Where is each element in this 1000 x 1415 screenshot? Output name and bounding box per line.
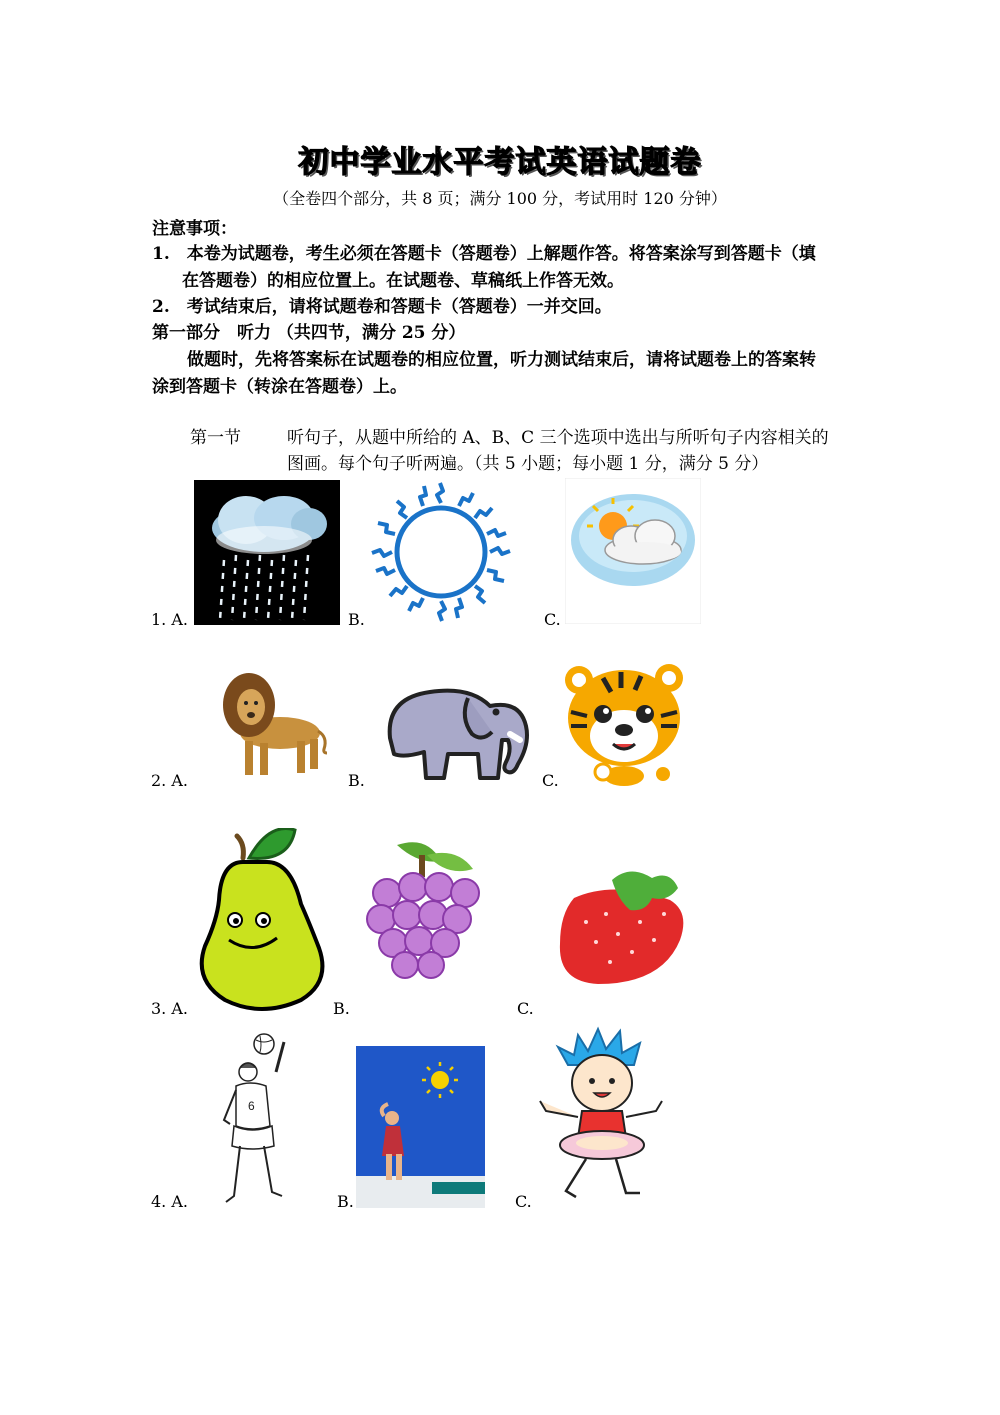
q2-option-b-label: B. xyxy=(348,771,365,790)
strawberry-picture xyxy=(556,868,690,986)
q1-option-b-label: B. xyxy=(348,610,365,629)
child-with-swim-ring-picture xyxy=(532,1025,670,1209)
q3-option-c-label: C. xyxy=(517,999,534,1018)
q2-option-c-label: C. xyxy=(542,771,559,790)
q4-option-c-label: C. xyxy=(515,1192,532,1211)
section1-label: 第一节 xyxy=(190,428,241,448)
lion-picture xyxy=(215,665,330,781)
tiger-cartoon-picture xyxy=(563,656,685,786)
q2-option-a-label: 2. A. xyxy=(151,771,188,790)
sun-picture xyxy=(365,478,517,626)
page-title: 初中学业水平考试英语试题卷 xyxy=(298,145,702,180)
rain-cloud-picture xyxy=(194,480,340,625)
q3-option-b-label: B. xyxy=(333,999,350,1018)
notice-item-1-line-1: 1. 本卷为试题卷，考生必须在答题卡（答题卷）上解题作答。将答案涂写到答题卡（填 xyxy=(152,244,816,264)
q1-option-a-label: 1. A. xyxy=(151,610,188,629)
notice-heading: 注意事项： xyxy=(152,219,237,239)
svg-text:6: 6 xyxy=(248,1099,255,1113)
notice-item-2: 2. 考试结束后，请将试题卷和答题卡（答题卷）一并交回。 xyxy=(152,297,612,317)
q3-option-a-label: 3. A. xyxy=(151,999,188,1018)
page-subtitle: （全卷四个部分，共 8 页；满分 100 分，考试用时 120 分钟） xyxy=(273,189,727,208)
q1-option-c-label: C. xyxy=(544,610,561,629)
section1-instruction-line-2: 图画。每个句子听两遍。（共 5 小题；每小题 1 分，满分 5 分） xyxy=(287,454,769,474)
part1-intro-line-2: 涂到答题卡（转涂在答题卷）上。 xyxy=(152,377,407,397)
grapes-picture xyxy=(357,835,492,981)
part1-intro-line-1: 做题时，先将答案标在试题卷的相应位置，听力测试结束后，请将试题卷上的答案转 xyxy=(187,350,816,370)
sun-behind-cloud-picture xyxy=(565,478,701,624)
volleyball-player-picture xyxy=(212,1030,324,1210)
q4-option-b-label: B. xyxy=(337,1192,354,1211)
notice-item-1-line-2: 在答题卷）的相应位置上。在试题卷、草稿纸上作答无效。 xyxy=(182,271,624,291)
part1-heading: 第一部分 听力 （共四节，满分 25 分） xyxy=(152,323,466,343)
section1-instruction-line-1: 听句子，从题中所给的 A、B、C 三个选项中选出与所听句子内容相关的 xyxy=(287,428,829,448)
pear-picture xyxy=(191,828,331,1016)
swimmer-diving-picture xyxy=(356,1046,485,1208)
elephant-picture xyxy=(370,668,530,786)
q4-option-a-label: 4. A. xyxy=(151,1192,188,1211)
